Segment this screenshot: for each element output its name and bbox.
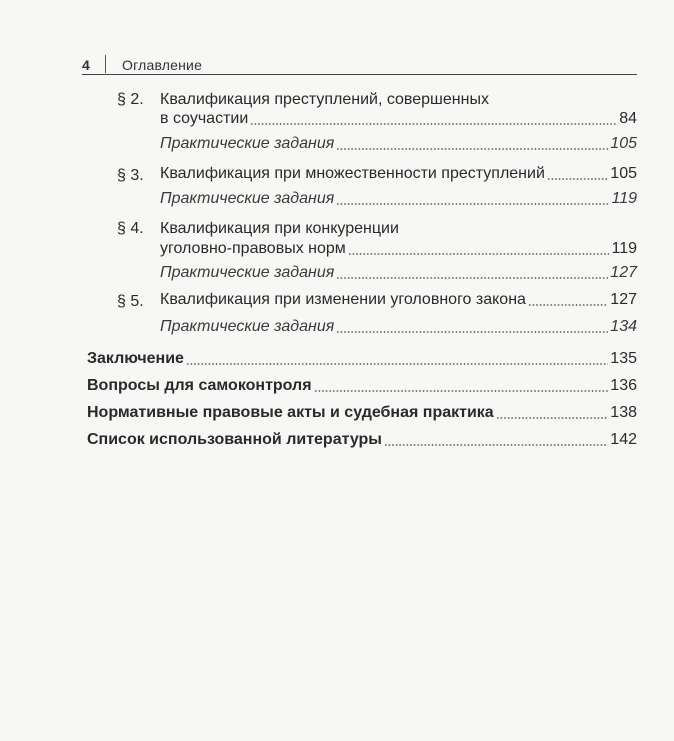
entry-label: Практические задания — [160, 190, 335, 207]
leader-dots — [186, 363, 608, 365]
leader-dots — [547, 178, 608, 180]
entry-page: 119 — [611, 240, 637, 257]
leader-dots — [384, 444, 608, 446]
toc-entry-conclusion[interactable] — [87, 349, 637, 369]
entry-page: 105 — [610, 165, 637, 182]
entry-page: 136 — [610, 377, 637, 394]
entry-label: Нормативные правовые акты и судебная практика — [87, 404, 494, 421]
toc-entry-practice-5[interactable] — [160, 317, 637, 337]
entry-label: Практические задания — [160, 318, 335, 335]
leader-dots — [314, 390, 609, 392]
leader-dots — [250, 123, 617, 125]
leader-dots — [528, 304, 608, 306]
header-title: Оглавление — [122, 57, 203, 73]
toc-entry-practice-2[interactable] — [160, 134, 637, 154]
entry-page: 127 — [610, 291, 637, 308]
entry-label: Практические задания — [160, 135, 335, 152]
leader-dots — [336, 277, 608, 279]
entry-page: 138 — [610, 404, 637, 421]
entry-page: 127 — [610, 264, 637, 281]
toc-entry-practice-4[interactable] — [160, 263, 637, 283]
entry-page: 105 — [610, 135, 637, 152]
page-number: 4 — [82, 57, 90, 73]
toc-entry-practice-3[interactable] — [160, 189, 637, 209]
leader-dots — [348, 253, 610, 255]
section-number: § 2. — [117, 91, 144, 108]
entry-label: Список использованной литературы — [87, 431, 382, 448]
leader-dots — [496, 417, 609, 419]
toc-entry-legal-acts[interactable] — [87, 403, 637, 423]
entry-page: 84 — [619, 110, 637, 127]
section-number: § 5. — [117, 293, 144, 310]
section-number: § 3. — [117, 167, 144, 184]
entry-label: Практические задания — [160, 264, 335, 281]
entry-label: в соучастии — [160, 110, 249, 127]
leader-dots — [336, 148, 608, 150]
leader-dots — [336, 331, 608, 333]
section-title-line1: Квалификация при конкуренции — [160, 220, 399, 237]
entry-label: Вопросы для самоконтроля — [87, 377, 312, 394]
leader-dots — [336, 203, 609, 205]
toc-entry-section-2[interactable] — [160, 109, 637, 129]
entry-label: Квалификация при изменении уголовного закона — [160, 291, 526, 308]
entry-page: 134 — [610, 318, 637, 335]
entry-page: 142 — [610, 431, 637, 448]
toc-entry-section-5[interactable] — [160, 290, 637, 310]
toc-entry-self-check[interactable] — [87, 376, 637, 396]
toc-entry-section-3[interactable] — [160, 164, 637, 184]
section-number: § 4. — [117, 220, 144, 237]
entry-label: уголовно-правовых норм — [160, 240, 346, 257]
entry-label: Заключение — [87, 350, 184, 367]
toc-entry-bibliography[interactable] — [87, 430, 637, 450]
toc-entry-section-4[interactable] — [160, 239, 637, 259]
entry-page: 119 — [611, 190, 637, 207]
entry-page: 135 — [610, 350, 637, 367]
entry-label: Квалификация при множественности преступлений — [160, 165, 545, 182]
section-title-line1: Квалификация преступлений, совершенных — [160, 91, 489, 108]
